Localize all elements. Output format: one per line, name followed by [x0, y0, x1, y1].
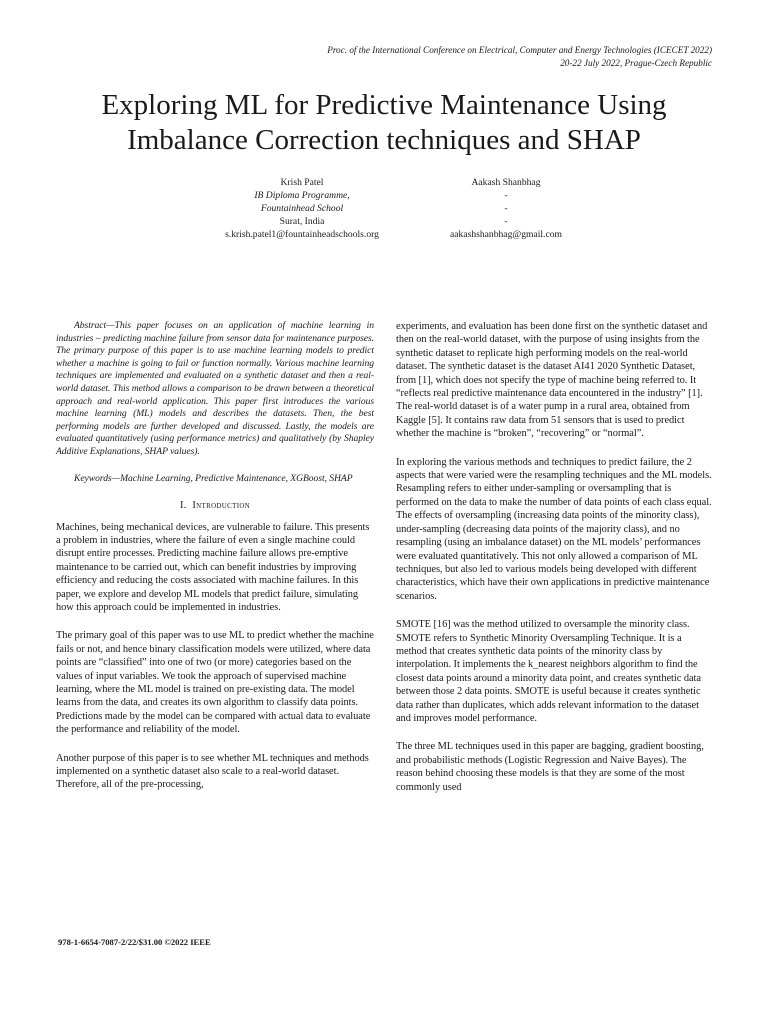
body-paragraph: experiments, and evaluation has been done first on the synthetic dataset and then on the real-world dataset, with the purpose of using insights from the synthetic dataset to replicate high performing models on the real-world dataset. The synthetic dataset is the dataset AI41 2020 Synthetic Dataset, from [1], which does not specify the type of machine being referred to. It “reflects real predictive maintenance data encountered in the industry” [1]. The real-world dataset is of a water pump in a rural area, obtained from Kaggle [5]. It contains raw data from 51 sensors that is used to predict whether the machine is “broken”, “recovering” or “normal”.	[396, 321, 708, 440]
author-email[interactable]: aakashshanbhag@gmail.com	[450, 229, 562, 240]
paper-title	[40, 88, 728, 158]
author-block-2	[376, 176, 636, 241]
section-title: Introduction	[192, 500, 251, 512]
body-paragraph: In exploring the various methods and techniques to predict failure, the 2 aspects that were varied were the resampling techniques and the ML models. Resampling refers to either under-sampling or oversampling that is performed on the data to make the number of data points of each class equal. The effects of oversampling (increasing data points of the minority class), under-sampling (decreasing data points of the majority class), and no resampling (using an imbalance dataset) on the ML models’ performances were evaluated quantitatively. This not only allowed a comparison of ML techniques, but also led to various models being developed with different characteristics, which have their own applications in predictive maintenance scenarios.	[396, 456, 712, 602]
body-paragraph: The three ML techniques used in this paper are bagging, gradient boosting, and probabilistic methods (Logistic Regression and Naive Bayes). The reason behind choosing these models is that they are some of the most commonly used	[396, 741, 704, 793]
conference-header	[152, 44, 712, 70]
body-paragraph: The primary goal of this paper was to use ML to predict whether the machine fails or not, and hence binary classification models were utilized, where data points are “classified” into one of two (or more) categories based on the values of input variables. We took the approach of supervised machine learning, where the ML model is trained on pre-existing data. The model learns from the data, and creates its own algorithm to classify data points. Predictions made by the model can be compared with actual data to evaluate the performance and reliability of the model.	[56, 630, 374, 736]
conference-dates: 20-22 July 2022, Prague-Czech Republic	[560, 58, 712, 68]
title-line-1: Exploring ML for Predictive Maintenance Using	[101, 89, 667, 121]
title-line-2: Imbalance Correction techniques and SHAP	[127, 124, 641, 156]
body-paragraph: SMOTE [16] was the method utilized to oversample the minority class. SMOTE refers to Synthetic Minority Oversampling Technique. It is a method that creates synthetic data points of the minority class by interpolation. It implements the k_nearest neighbors algorithm to find the closest data points around a minority data point, and creates synthetic data between those 2 data points. SMOTE is useful because it creates synthetic data rather than duplicates, which adds relevant information to the dataset and improves model performance.	[396, 619, 701, 724]
author-organization: Fountainhead School	[260, 203, 344, 214]
author-name: Aakash Shanbhag	[471, 177, 541, 188]
keywords: Keywords—Machine Learning, Predictive Maintenance, XGBoost, SHAP	[74, 472, 353, 484]
abstract: Abstract—This paper focuses on an application of machine learning in industries – predicting machine failure from sensor data for maintenance purposes. The primary purpose of this paper is to use machine learning models to predict whether a machine is going to fail or function normally. Various machine learning techniques are implemented and evaluated on a synthetic dataset and then a real-world dataset. This method allows a comparison to be drawn between a theoretical approach and real-world application. This paper first introduces the various machine learning (ML) models and describes the datasets. Then, the best performing models are further developed and discussed. Lastly, the models are evaluated quantitatively (using performance metrics) and qualitatively (by Shapley Additive Explanations, SHAP values).	[56, 320, 374, 457]
author-location: -	[504, 216, 508, 227]
conference-name: Proc. of the International Conference on Electrical, Computer and Energy Technologies (ICECET 2022)	[327, 45, 712, 55]
section-heading-introduction	[56, 499, 374, 512]
author-location: Surat, India	[279, 216, 325, 227]
right-column	[396, 320, 714, 809]
author-affiliation: -	[504, 190, 508, 201]
author-affiliation: IB Diploma Programme,	[254, 190, 350, 201]
copyright-footer: 978-1-6654-7087-2/22/$31.00 ©2022 IEEE	[58, 937, 211, 947]
author-organization: -	[504, 203, 508, 214]
body-paragraph: Another purpose of this paper is to see whether ML techniques and methods implemented on a synthetic dataset also scale to a real-world dataset. Therefore, all of the pre-processing,	[56, 752, 369, 791]
author-email[interactable]: s.krish.patel1@fountainheadschools.org	[225, 229, 379, 240]
section-number: I.	[179, 500, 187, 512]
body-paragraph: Machines, being mechanical devices, are vulnerable to failure. This presents a problem in industries, where the failure of even a single machine could disrupt entire processes. Predicting machine failure allows pre-emptive maintenance to be carried out, which can benefit industries by improving efficiency and reducing the costs associated with machine failures. In this paper, we explore and develop ML models that predict failure, simulating how this approach could be implemented in industries.	[56, 521, 370, 613]
author-name: Krish Patel	[280, 177, 324, 188]
left-column	[56, 320, 374, 807]
